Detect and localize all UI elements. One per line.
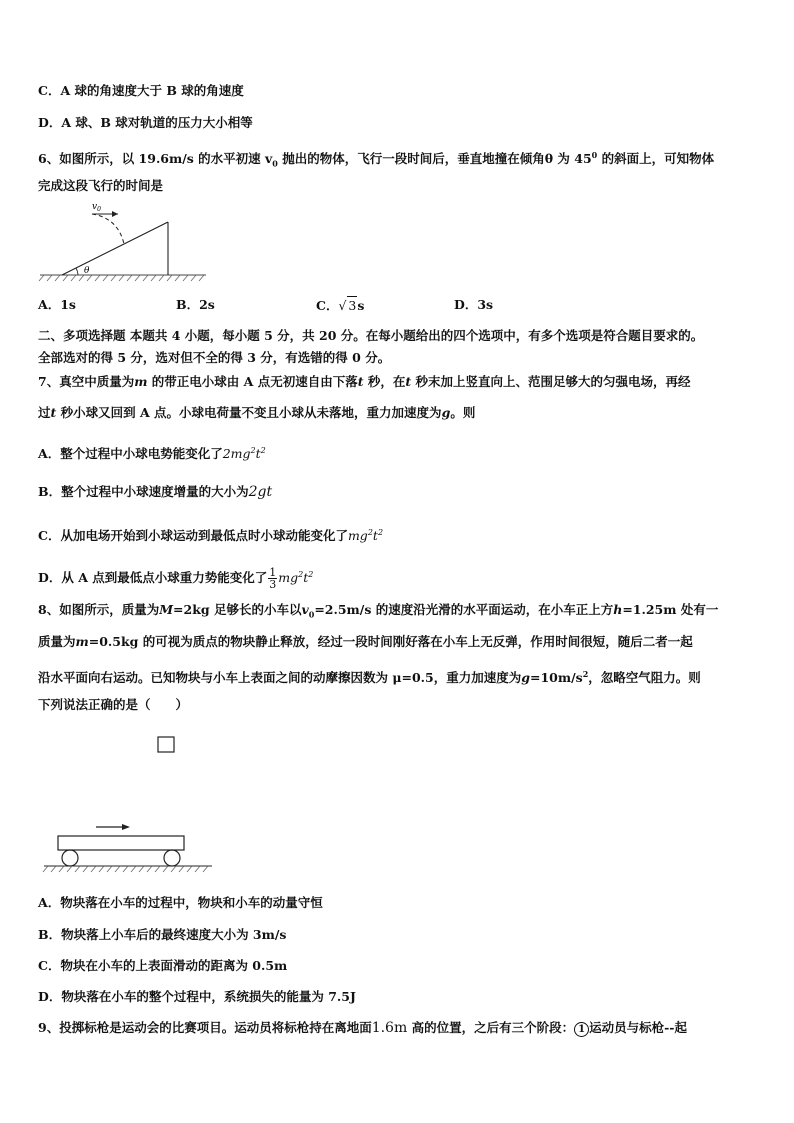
q7-option-d: D．从 A 点到最低点小球重力势能变化了 $\frac{1}{3}$ $mg^2t^2$ [38, 566, 314, 592]
q7-option-c: C．从加电场开始到小球运动到最低点时小球动能变化了$mg^2t^2$ [38, 528, 384, 544]
q6-option-d: D．3s [454, 297, 494, 312]
q6-figure-v0-label: $v_0$ [92, 202, 101, 213]
q6-figure-theta-label: θ [84, 266, 90, 276]
q8-cart-body [58, 836, 184, 850]
q7-option-a: A．整个过程中小球电势能变化了$2mg^2t^2$ [38, 446, 266, 462]
q8-option-c: C．物块在小车的上表面滑动的距离为 0.5m [38, 958, 288, 973]
q8-stem-line4: 下列说法正确的是（ ） [38, 697, 189, 712]
q6-option-b: B．2s [176, 297, 215, 312]
q8-block-icon [158, 737, 174, 752]
circled-number-1: 1 [574, 1022, 589, 1037]
q6-stem-line1: 6、如图所示，以 19.6m/s 的水平初速 $v_0$ 抛出的物体，飞行一段时间后，垂直地撞在倾角θ 为 $45^0$ 的斜面上，可知物体 [38, 150, 715, 169]
section2-heading-line1: 二、多项选择题 本题共 4 小题，每小题 5 分，共 20 分。在每小题给出的四个选项中，有多个选项是符合题目要求的。 [38, 328, 704, 343]
q8-stem-line1: 8、如图所示，质量为M=2kg 足够长的小车以$v_0=2.5m/s$ 的速度沿光滑的水平面运动，在小车正上方h=1.25m 处有一 [38, 602, 719, 620]
q8-stem-line2: 质量为m=0.5kg 的可视为质点的物块静止释放，经过一段时间刚好落在小车上无反弹，作用时间很短，随后二者一起 [38, 634, 693, 649]
q6-option-a: A．1s [38, 297, 76, 312]
q8-option-a: A．物块落在小车的过程中，物块和小车的动量守恒 [38, 895, 323, 910]
q7-stem-line1: 7、真空中质量为m 的带正电小球由 A 点无初速自由下落t 秒，在t 秒末加上竖直向上、范围足够大的匀强电场，再经 [38, 374, 691, 389]
q8-option-d: D．物块落在小车的整个过程中，系统损失的能量为 7.5J [38, 989, 356, 1004]
q8-arrow-right-icon [122, 824, 130, 830]
q7-stem-line2: 过t 秒小球又回到 A 点。小球电荷量不变且小球从未落地，重力加速度为g。则 [38, 405, 476, 420]
q6-stem-line2: 完成这段飞行的时间是 [38, 178, 164, 193]
q9-stem-line1: 9、投掷标枪是运动会的比赛项目。运动员将标枪持在离地面1.6m 高的位置，之后有三个阶段： 1 运动员与标枪--起 [38, 1020, 687, 1036]
q6-figure-incline [38, 200, 210, 285]
q5-option-c: C．A 球的角速度大于 B 球的角速度 [38, 83, 244, 98]
q6-option-c: C．√ 3s [316, 298, 365, 313]
q8-stem-line3: 沿水平面向右运动。已知物块与小车上表面之间的动摩擦因数为 μ=0.5，重力加速度为$g=10m/s^2$，忽略空气阻力。则 [38, 669, 701, 686]
q5-option-d: D．A 球、B 球对轨道的压力大小相等 [38, 115, 253, 130]
q8-figure-cart [38, 730, 218, 875]
q8-option-b: B．物块落上小车后的最终速度大小为 3m/s [38, 927, 287, 942]
section2-heading-line2: 全部选对的得 5 分，选对但不全的得 3 分，有选错的得 0 分。 [38, 350, 391, 365]
q7-option-b: B．整个过程中小球速度增量的大小为2gt [38, 484, 273, 500]
